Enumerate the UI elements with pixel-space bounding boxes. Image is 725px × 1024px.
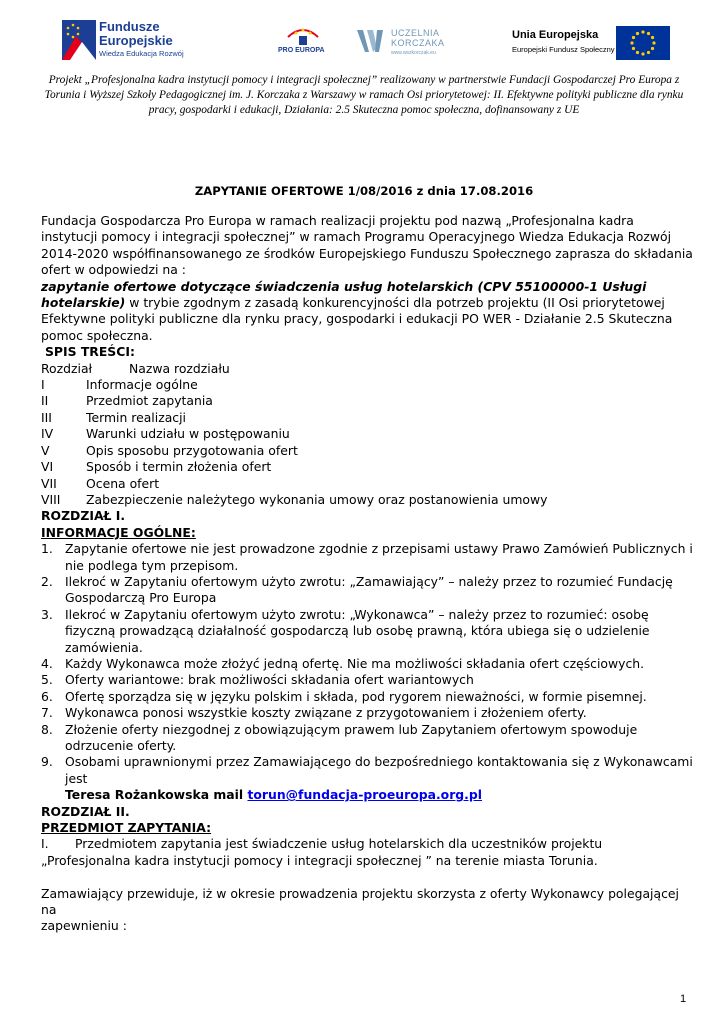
chapter2-item-text-line1: Przedmiotem zapytania jest świadczenie usług hotelarskich dla uczestników projektu: [75, 836, 603, 852]
toc-name: Informacje ogólne: [86, 377, 198, 393]
eu-star-icon: [632, 36, 635, 39]
fe-logo-line3: Wiedza Edukacja Rozwój: [99, 49, 184, 58]
list-item-num: 9.: [41, 754, 53, 770]
chapter2-item-text-line2: „Profesjonalna kadra instytucji pomocy i integracji społecznej ” na terenie miasta Torunia.: [41, 852, 598, 868]
eu-star-icon: [636, 51, 639, 54]
list-item-num: 8.: [41, 721, 53, 737]
list-item: [41, 541, 693, 574]
intro-subject-bold: zapytanie ofertowe dotyczące świadczenia usług hotelarskich (CPV 55100000-1 Usługi hotelarskie): [41, 278, 647, 311]
list-item-num: 6.: [41, 688, 53, 704]
page-number: 1: [680, 993, 687, 1005]
eu-flag-icon: [616, 26, 670, 60]
list-item-num: 3.: [41, 606, 53, 622]
contact-email-link[interactable]: torun@fundacja-proeuropa.org.pl: [247, 787, 483, 803]
list-item: [41, 689, 693, 705]
pro-europa-text: PRO EUROPA: [278, 47, 325, 54]
paragraph-gap: [41, 869, 693, 885]
ue-logo-line2: Europejski Fundusz Społeczny: [512, 45, 615, 54]
fe-logo-line1: Fundusze: [99, 19, 160, 34]
toc-name: Zabezpieczenie należytego wykonania umowy oraz postanowienia umowy: [86, 491, 548, 507]
uczelnia-korczaka-logo: [355, 24, 445, 64]
intro-subject-rest: w trybie zgodnym z zasadą konkurencyjności dla potrzeb projektu (II Osi priorytetowej Efektywne polityki publiczne dla rynku pracy, gospodarki i edukacji PO WER - Działanie 2.5 Skuteczna pomoc społeczna.: [41, 295, 673, 343]
korczak-emblem-icon: [355, 26, 389, 56]
list-item: [41, 722, 693, 755]
list-item-text: Każdy Wykonawca może złożyć jedną ofertę. Nie ma możliwości składania ofert częściowych.: [65, 655, 645, 671]
contact-line: [41, 787, 693, 803]
list-item: [41, 672, 693, 688]
toc-row: [41, 443, 693, 459]
ue-logo-line1: Unia Europejska: [512, 29, 599, 41]
document-body: [41, 213, 693, 935]
toc-header-row: [41, 361, 693, 377]
list-item: [41, 656, 693, 672]
list-item-text: Wykonawca ponosi wszystkie koszty związane z przygotowaniem i złożeniem oferty.: [65, 705, 587, 721]
eu-star-icon: [641, 52, 644, 55]
list-item: [41, 574, 693, 607]
toc-num: III: [41, 409, 52, 425]
toc-name: Termin realizacji: [86, 409, 186, 425]
eu-star-icon: [651, 47, 654, 50]
chapter2-label: ROZDZIAŁ II.: [41, 803, 130, 819]
toc-row: [41, 426, 693, 442]
toc-col-chapter: Rozdział: [41, 360, 93, 376]
list-item: [41, 705, 693, 721]
chapter2-heading: PRZEDMIOT ZAPYTANIA:: [41, 820, 212, 836]
list-item-text: Oferty wariantowe: brak możliwości składania ofert wariantowych: [65, 672, 474, 688]
toc-num: VI: [41, 459, 54, 475]
list-item-text: Złożenie oferty niezgodnej z obowiązującym prawem lub Zapytaniem ofertowym spowoduje odrzucenie oferty.: [65, 721, 638, 753]
toc-heading: SPIS TREŚCI:: [45, 344, 135, 360]
pro-europa-logo: [272, 25, 344, 61]
document-title: ZAPYTANIE OFERTOWE 1/08/2016 z dnia 17.08.2016: [194, 184, 534, 198]
fe-logo-line2: Europejskie: [99, 33, 173, 48]
toc-name: Ocena ofert: [86, 475, 160, 491]
list-item-text: Ilekroć w Zapytaniu ofertowym użyto zwrotu: „Wykonawca” – należy przez to rozumieć: osobę fizyczną prowadzącą działalność gospodarczą lub osobę prawną, która ubiega się o udzielenie zamówienia.: [65, 606, 650, 655]
chapter1-label: ROZDZIAŁ I.: [41, 508, 126, 524]
toc-num: I: [41, 377, 45, 393]
toc-row: [41, 410, 693, 426]
toc-name: Opis sposobu przygotowania ofert: [86, 442, 298, 458]
eu-star-icon: [636, 32, 639, 35]
eu-star-icon: [630, 41, 633, 44]
fundusze-europejskie-logo: [62, 18, 232, 66]
list-item-num: 1.: [41, 541, 53, 557]
chapter2-paragraph: Zamawiający przewiduje, iż w okresie prowadzenia projektu skorzysta z oferty Wykonawcy polegającej na: [41, 885, 679, 918]
list-item-num: 5.: [41, 672, 53, 688]
intro-paragraph: Fundacja Gospodarcza Pro Europa w ramach realizacji projektu pod nazwą „Profesjonalna kadra instytucji pomocy i integracji społecznej” w ramach Programu Operacyjnego Wiedza Edukacja Rozwój 2014-2020 współfinansowanego ze środków Europejskiego Funduszu Społecznego zaprasza do składania ofert w odpowiedzi na :: [41, 213, 693, 278]
list-item-num: 4.: [41, 655, 53, 671]
contact-name: Teresa Rożankowska mail: [65, 787, 248, 803]
pro-europa-emblem-icon: [286, 25, 320, 47]
eu-star-icon: [647, 51, 650, 54]
toc-row: [41, 476, 693, 492]
toc-col-name: Nazwa rozdziału: [129, 360, 230, 376]
chapter2-paragraph-end: zapewnieniu :: [41, 918, 127, 934]
list-item-text: Osobami uprawnionymi przez Zamawiającego do bezpośredniego kontaktowania się z Wykonawcami jest: [65, 754, 693, 786]
list-item-text: Ilekroć w Zapytaniu ofertowym użyto zwrotu: „Zamawiający” – należy przez to rozumieć Fundację Gospodarczą Pro Europa: [65, 573, 673, 606]
unia-europejska-logo: [512, 26, 672, 62]
intro-paragraph-2: [41, 279, 693, 345]
chapter2-item: [41, 836, 693, 852]
korczak-logo-url: www.wszkorczak.eu: [391, 50, 436, 56]
eu-star-icon: [632, 47, 635, 50]
toc-name: Przedmiot zapytania: [86, 393, 213, 409]
korczak-logo-line1: UCZELNIA: [391, 28, 440, 38]
project-note: Projekt „Profesjonalna kadra instytucji pomocy i integracji społecznej” realizowany w partnerstwie Fundacji Gospodarczej Pro Europa z Torunia i Wyższej Szkoły Pedagogicznej im. J. Korczaka z Warszawy w ramach Osi priorytetowej: II. Efektywne polityki publiczne dla rynku pracy, gospodarki i edukacji, Działania: 2.5 Skuteczna pomoc społeczna, dofinansowany z UE: [44, 74, 684, 116]
chapter2-item-num: I.: [41, 836, 49, 852]
toc-name: Sposób i termin złożenia ofert: [86, 459, 272, 475]
list-item: [41, 754, 693, 787]
list-item-num: 2.: [41, 573, 53, 589]
eu-star-icon: [652, 41, 655, 44]
korczak-logo-line2: KORCZAKA: [391, 38, 445, 48]
chapter1-heading: INFORMACJE OGÓLNE:: [41, 524, 196, 540]
toc-row: [41, 377, 693, 393]
toc-num: VII: [41, 475, 57, 491]
eu-star-icon: [647, 32, 650, 35]
list-item-num: 7.: [41, 705, 53, 721]
toc-num: V: [41, 442, 50, 458]
eu-star-icon: [651, 36, 654, 39]
eu-star-icon: [641, 30, 644, 33]
toc-row: [41, 393, 693, 409]
fe-emblem-icon: [62, 20, 96, 60]
list-item-text: Zapytanie ofertowe nie jest prowadzone zgodnie z przepisami ustawy Prawo Zamówień Publicznych i nie podlega tym przepisom.: [65, 541, 693, 573]
toc-num: II: [41, 393, 49, 409]
toc-name: Warunki udziału w postępowaniu: [86, 426, 290, 442]
list-item: [41, 607, 693, 656]
toc-num: VIII: [41, 491, 61, 507]
toc-num: IV: [41, 426, 54, 442]
chapter1-list: [41, 541, 693, 787]
toc-row: [41, 459, 693, 475]
toc-row: [41, 492, 693, 508]
list-item-text: Ofertę sporządza się w języku polskim i składa, pod rygorem nieważności, w formie pisemnej.: [65, 688, 647, 704]
